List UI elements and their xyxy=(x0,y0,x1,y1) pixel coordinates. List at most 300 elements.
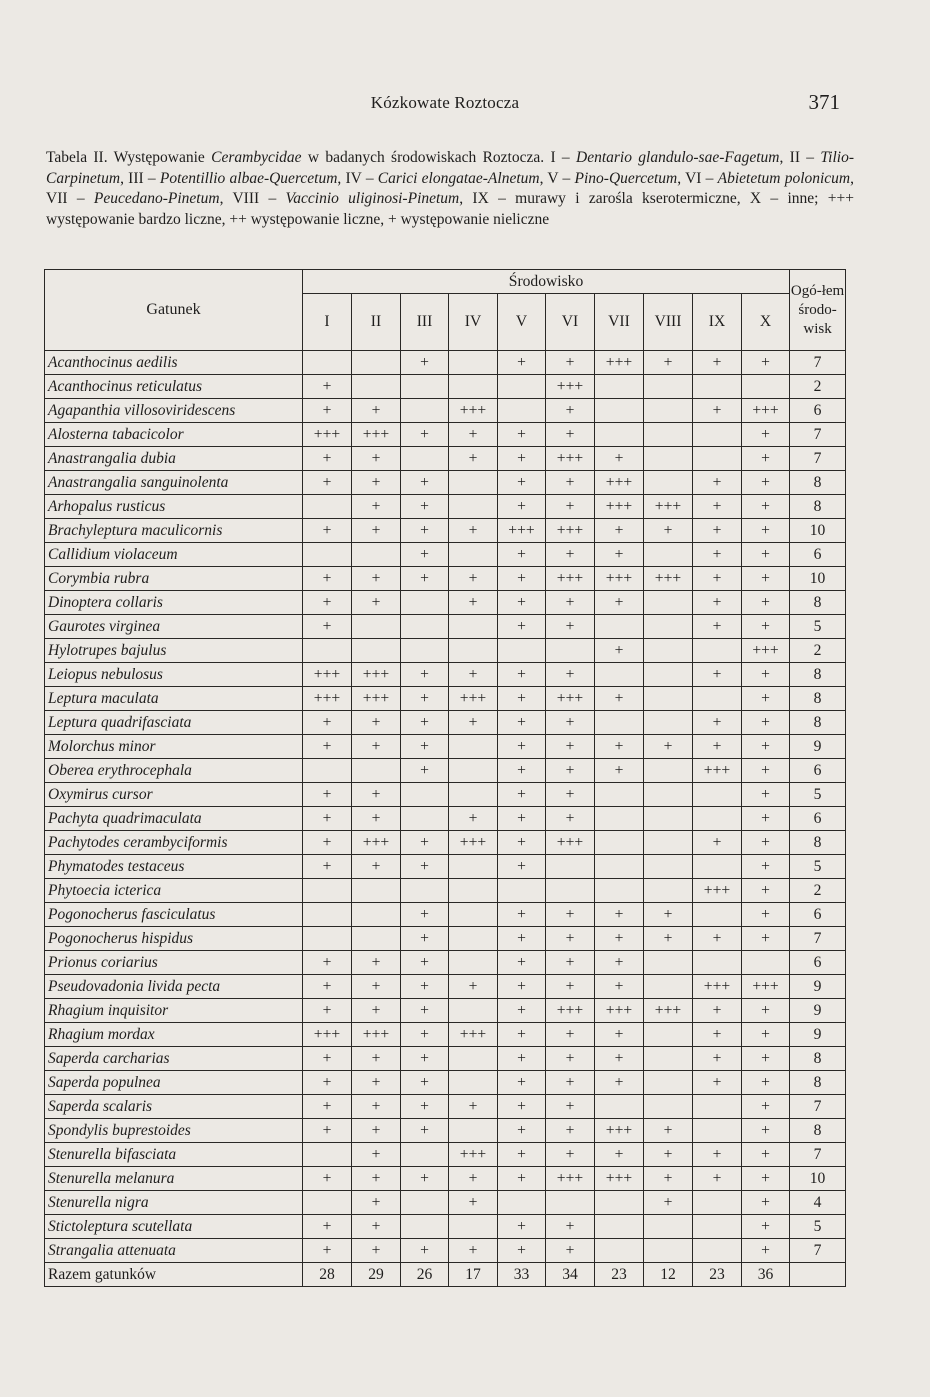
occurrence-cell xyxy=(644,1215,693,1239)
occurrence-cell xyxy=(644,1023,693,1047)
occurrence-cell: + xyxy=(546,1119,595,1143)
occurrence-cell xyxy=(449,951,498,975)
species-name: Oxymirus cursor xyxy=(45,783,303,807)
occurrence-cell: + xyxy=(498,1119,546,1143)
occurrence-cell: +++ xyxy=(546,1167,595,1191)
species-name: Rhagium inquisitor xyxy=(45,999,303,1023)
occurrence-cell xyxy=(644,447,693,471)
habitat-count-cell: 8 xyxy=(790,831,846,855)
caption-habitat-8: Vaccinio uliginosi-Pinetum xyxy=(285,190,460,207)
species-count-cell: 23 xyxy=(595,1263,644,1287)
occurrence-cell: + xyxy=(644,1191,693,1215)
habitat-count-cell: 10 xyxy=(790,519,846,543)
occurrence-cell xyxy=(595,1095,644,1119)
table-row xyxy=(45,519,846,543)
species-count-cell: 33 xyxy=(498,1263,546,1287)
occurrence-cell: + xyxy=(742,1239,790,1263)
occurrence-cell: + xyxy=(742,471,790,495)
occurrence-cell: +++ xyxy=(595,567,644,591)
occurrence-cell xyxy=(498,879,546,903)
occurrence-cell: +++ xyxy=(546,375,595,399)
table-row xyxy=(45,1215,846,1239)
occurrence-cell xyxy=(401,399,449,423)
occurrence-cell: + xyxy=(498,1143,546,1167)
occurrence-cell: + xyxy=(449,975,498,999)
occurrence-cell xyxy=(595,1239,644,1263)
caption-sep: , III – xyxy=(120,169,160,187)
column-header-env: I xyxy=(303,294,352,351)
occurrence-cell: + xyxy=(303,855,352,879)
occurrence-cell: +++ xyxy=(449,399,498,423)
occurrence-cell: + xyxy=(498,711,546,735)
caption-intro: Tabela II. Występowanie xyxy=(46,149,212,166)
table-row xyxy=(45,975,846,999)
occurrence-cell: + xyxy=(352,951,401,975)
table-row xyxy=(45,447,846,471)
occurrence-cell: + xyxy=(742,759,790,783)
occurrence-cell: + xyxy=(498,999,546,1023)
column-header-env: IV xyxy=(449,294,498,351)
occurrence-cell xyxy=(401,615,449,639)
species-name: Arhopalus rusticus xyxy=(45,495,303,519)
occurrence-cell: + xyxy=(742,495,790,519)
occurrence-cell xyxy=(303,495,352,519)
occurrence-cell xyxy=(644,975,693,999)
table-row xyxy=(45,495,846,519)
species-count-cell: 36 xyxy=(742,1263,790,1287)
table-row xyxy=(45,639,846,663)
caption-habitat-3: Potentillio albae-Quercetum xyxy=(159,169,338,187)
occurrence-cell: + xyxy=(546,903,595,927)
occurrence-cell: + xyxy=(595,543,644,567)
occurrence-cell: + xyxy=(352,519,401,543)
occurrence-cell: + xyxy=(352,711,401,735)
occurrence-cell: + xyxy=(449,567,498,591)
occurrence-cell: + xyxy=(401,855,449,879)
occurrence-cell xyxy=(644,783,693,807)
occurrence-cell: +++ xyxy=(352,687,401,711)
occurrence-cell xyxy=(401,879,449,903)
occurrence-cell: + xyxy=(449,591,498,615)
occurrence-cell xyxy=(546,855,595,879)
occurrence-cell: +++ xyxy=(303,423,352,447)
occurrence-cell xyxy=(303,543,352,567)
occurrence-cell: +++ xyxy=(449,687,498,711)
occurrence-cell xyxy=(449,1071,498,1095)
caption-habitat-2: Tilio-Carpinetum xyxy=(46,149,854,187)
occurrence-cell: + xyxy=(449,1239,498,1263)
table-row xyxy=(45,351,846,375)
occurrence-cell xyxy=(595,1215,644,1239)
caption-sep: , VII – xyxy=(46,169,855,207)
occurrence-cell xyxy=(498,1191,546,1215)
occurrence-cell: + xyxy=(644,1167,693,1191)
occurrence-cell xyxy=(303,759,352,783)
habitat-count-cell: 6 xyxy=(790,543,846,567)
caption-sep: , VIII – xyxy=(219,190,286,207)
occurrence-cell: + xyxy=(498,495,546,519)
occurrence-cell xyxy=(449,735,498,759)
occurrence-cell: + xyxy=(546,1215,595,1239)
column-header-species: Gatunek xyxy=(45,270,303,351)
occurrence-cell: +++ xyxy=(498,519,546,543)
species-name: Saperda carcharias xyxy=(45,1047,303,1071)
table-row xyxy=(45,471,846,495)
species-count-cell: 28 xyxy=(303,1263,352,1287)
table-row xyxy=(45,1119,846,1143)
occurrence-cell: + xyxy=(546,1239,595,1263)
table-row xyxy=(45,1239,846,1263)
occurrence-cell: +++ xyxy=(546,567,595,591)
occurrence-cell xyxy=(693,1191,742,1215)
occurrence-cell: + xyxy=(546,807,595,831)
species-name: Pogonocherus fasciculatus xyxy=(45,903,303,927)
occurrence-cell: + xyxy=(303,807,352,831)
occurrence-cell xyxy=(401,447,449,471)
column-header-total: Ogó-łem środo-wisk xyxy=(790,270,846,351)
occurrence-cell: + xyxy=(401,423,449,447)
occurrence-cell: + xyxy=(352,975,401,999)
occurrence-cell: + xyxy=(742,783,790,807)
occurrence-cell: + xyxy=(693,711,742,735)
occurrence-cell xyxy=(595,375,644,399)
occurrence-cell: +++ xyxy=(303,663,352,687)
occurrence-cell: + xyxy=(498,351,546,375)
species-name: Saperda scalaris xyxy=(45,1095,303,1119)
species-name: Acanthocinus reticulatus xyxy=(45,375,303,399)
occurrence-cell: + xyxy=(352,399,401,423)
occurrence-cell: + xyxy=(595,687,644,711)
table-row xyxy=(45,1023,846,1047)
occurrence-cell: +++ xyxy=(644,567,693,591)
occurrence-cell: + xyxy=(693,927,742,951)
occurrence-cell: + xyxy=(401,735,449,759)
occurrence-cell: + xyxy=(449,423,498,447)
occurrence-cell xyxy=(693,903,742,927)
occurrence-cell: + xyxy=(303,999,352,1023)
occurrence-cell xyxy=(401,639,449,663)
occurrence-cell: + xyxy=(303,1215,352,1239)
habitat-count-cell: 7 xyxy=(790,1095,846,1119)
occurrence-cell xyxy=(595,1191,644,1215)
occurrence-cell xyxy=(644,639,693,663)
occurrence-cell xyxy=(498,375,546,399)
occurrence-cell xyxy=(595,855,644,879)
occurrence-cell: +++ xyxy=(595,1167,644,1191)
occurrence-cell xyxy=(303,927,352,951)
species-name: Corymbia rubra xyxy=(45,567,303,591)
occurrence-cell: + xyxy=(546,975,595,999)
species-name: Gaurotes virginea xyxy=(45,615,303,639)
occurrence-cell: + xyxy=(352,999,401,1023)
habitat-count-cell: 10 xyxy=(790,1167,846,1191)
occurrence-cell xyxy=(303,1191,352,1215)
occurrence-cell: + xyxy=(546,735,595,759)
occurrence-cell xyxy=(303,639,352,663)
occurrence-cell: + xyxy=(401,471,449,495)
occurrence-cell: + xyxy=(303,951,352,975)
occurrence-cell: +++ xyxy=(449,831,498,855)
occurrence-cell: + xyxy=(303,1167,352,1191)
occurrence-cell: + xyxy=(401,543,449,567)
occurrence-cell xyxy=(449,1215,498,1239)
occurrence-cell xyxy=(498,399,546,423)
occurrence-cell: + xyxy=(742,663,790,687)
habitat-count-cell: 4 xyxy=(790,1191,846,1215)
habitat-count-cell: 9 xyxy=(790,975,846,999)
column-header-env: V xyxy=(498,294,546,351)
species-name: Stenurella bifasciata xyxy=(45,1143,303,1167)
occurrence-cell: + xyxy=(303,567,352,591)
occurrence-cell: + xyxy=(742,447,790,471)
occurrence-cell: + xyxy=(546,927,595,951)
occurrence-cell: +++ xyxy=(352,663,401,687)
occurrence-cell xyxy=(401,591,449,615)
occurrence-cell: + xyxy=(742,591,790,615)
totals-row xyxy=(45,1263,846,1287)
occurrence-cell: + xyxy=(498,423,546,447)
occurrence-cell xyxy=(644,423,693,447)
occurrence-cell: + xyxy=(546,423,595,447)
caption-sep: , V – xyxy=(539,169,575,187)
occurrence-cell: + xyxy=(498,807,546,831)
occurrence-cell: + xyxy=(546,783,595,807)
species-count-cell: 34 xyxy=(546,1263,595,1287)
occurrence-cell: + xyxy=(595,975,644,999)
table-row xyxy=(45,999,846,1023)
occurrence-cell xyxy=(595,423,644,447)
column-header-env: VI xyxy=(546,294,595,351)
occurrence-cell: + xyxy=(693,591,742,615)
table-row xyxy=(45,1047,846,1071)
occurrence-cell: + xyxy=(401,687,449,711)
occurrence-cell xyxy=(644,687,693,711)
occurrence-cell: +++ xyxy=(742,639,790,663)
species-name: Spondylis buprestoides xyxy=(45,1119,303,1143)
habitat-count-cell: 7 xyxy=(790,351,846,375)
occurrence-cell: + xyxy=(742,855,790,879)
occurrence-cell xyxy=(352,639,401,663)
occurrence-cell: + xyxy=(401,1023,449,1047)
occurrence-cell: + xyxy=(742,927,790,951)
habitat-count-cell: 7 xyxy=(790,1143,846,1167)
occurrence-cell: + xyxy=(401,831,449,855)
occurrence-cell: +++ xyxy=(595,351,644,375)
occurrence-cell: + xyxy=(546,1047,595,1071)
table-row xyxy=(45,1095,846,1119)
occurrence-cell: + xyxy=(498,783,546,807)
species-name: Pachyta quadrimaculata xyxy=(45,807,303,831)
occurrence-cell: + xyxy=(401,663,449,687)
occurrence-cell: + xyxy=(742,1047,790,1071)
page-number: 371 xyxy=(808,90,840,114)
occurrence-cell: + xyxy=(693,735,742,759)
occurrence-cell: + xyxy=(546,1095,595,1119)
occurrence-cell: + xyxy=(303,519,352,543)
occurrence-cell: + xyxy=(595,1143,644,1167)
species-name: Agapanthia villosoviridescens xyxy=(45,399,303,423)
occurrence-cell: + xyxy=(352,735,401,759)
occurrence-cell xyxy=(644,1239,693,1263)
occurrence-cell: + xyxy=(595,447,644,471)
occurrence-cell: + xyxy=(401,711,449,735)
occurrence-cell: + xyxy=(595,639,644,663)
occurrence-cell: + xyxy=(401,999,449,1023)
occurrence-cell xyxy=(449,615,498,639)
occurrence-cell xyxy=(401,1143,449,1167)
occurrence-cell: + xyxy=(742,1143,790,1167)
caption-habitat-1: Dentario glandulo-sae-Fagetum xyxy=(576,149,780,166)
table-row xyxy=(45,1167,846,1191)
habitat-count-cell: 2 xyxy=(790,375,846,399)
occurrence-cell: + xyxy=(303,783,352,807)
occurrence-cell: + xyxy=(303,615,352,639)
occurrence-cell xyxy=(644,879,693,903)
occurrence-cell: + xyxy=(498,663,546,687)
occurrence-cell: + xyxy=(742,615,790,639)
caption-habitat-6: Abietetum polonicum xyxy=(717,169,851,187)
table-row xyxy=(45,783,846,807)
occurrence-cell: + xyxy=(693,1023,742,1047)
occurrence-cell: + xyxy=(693,471,742,495)
occurrence-cell xyxy=(644,615,693,639)
occurrence-cell: + xyxy=(742,519,790,543)
occurrence-cell: + xyxy=(546,1071,595,1095)
habitat-count-cell: 9 xyxy=(790,999,846,1023)
occurrence-cell: + xyxy=(546,663,595,687)
species-name: Pogonocherus hispidus xyxy=(45,927,303,951)
species-name: Callidium violaceum xyxy=(45,543,303,567)
occurrence-cell: + xyxy=(352,855,401,879)
occurrence-cell: + xyxy=(352,807,401,831)
occurrence-cell: + xyxy=(401,1119,449,1143)
occurrence-cell: + xyxy=(498,903,546,927)
habitat-count-cell: 10 xyxy=(790,567,846,591)
occurrence-cell: +++ xyxy=(546,831,595,855)
occurrence-cell: + xyxy=(546,951,595,975)
occurrence-cell xyxy=(644,855,693,879)
occurrence-cell: +++ xyxy=(595,495,644,519)
occurrence-cell xyxy=(546,1191,595,1215)
occurrence-cell: + xyxy=(401,951,449,975)
occurrence-cell: +++ xyxy=(595,999,644,1023)
caption-sep: , IV – xyxy=(337,169,378,187)
occurrence-cell: +++ xyxy=(303,687,352,711)
occurrence-cell: + xyxy=(352,1191,401,1215)
table-row xyxy=(45,687,846,711)
table-row xyxy=(45,1191,846,1215)
occurrence-cell: + xyxy=(352,783,401,807)
occurrence-cell xyxy=(595,615,644,639)
occurrence-cell: + xyxy=(401,759,449,783)
occurrence-cell: +++ xyxy=(546,999,595,1023)
occurrence-cell: + xyxy=(352,1119,401,1143)
occurrence-cell xyxy=(449,1047,498,1071)
species-name: Stictoleptura scutellata xyxy=(45,1215,303,1239)
occurrence-cell: + xyxy=(449,447,498,471)
occurrence-cell xyxy=(546,639,595,663)
caption-habitat-4: Carici elongatae-Alnetum xyxy=(377,169,540,187)
table-row xyxy=(45,855,846,879)
occurrence-cell: + xyxy=(693,999,742,1023)
occurrence-cell: +++ xyxy=(352,831,401,855)
occurrence-cell: + xyxy=(498,591,546,615)
occurrence-cell: + xyxy=(303,399,352,423)
occurrence-cell: + xyxy=(352,1071,401,1095)
occurrence-cell: +++ xyxy=(693,879,742,903)
table-row xyxy=(45,879,846,903)
species-name: Dinoptera collaris xyxy=(45,591,303,615)
occurrence-cell: + xyxy=(401,1239,449,1263)
species-name: Strangalia attenuata xyxy=(45,1239,303,1263)
occurrence-cell: + xyxy=(352,1095,401,1119)
column-header-env: II xyxy=(352,294,401,351)
occurrence-cell xyxy=(352,903,401,927)
occurrence-cell: + xyxy=(595,735,644,759)
occurrence-cell: + xyxy=(401,1071,449,1095)
occurrence-cell xyxy=(644,375,693,399)
occurrence-cell: + xyxy=(546,615,595,639)
occurrence-cell: + xyxy=(498,687,546,711)
occurrence-cell xyxy=(352,351,401,375)
occurrence-cell: + xyxy=(303,1119,352,1143)
species-name: Alosterna tabacicolor xyxy=(45,423,303,447)
occurrence-cell: + xyxy=(449,1191,498,1215)
occurrence-cell xyxy=(401,375,449,399)
occurrence-cell: + xyxy=(449,1167,498,1191)
occurrence-cell xyxy=(693,375,742,399)
occurrence-cell xyxy=(352,927,401,951)
species-name: Leiopus nebulosus xyxy=(45,663,303,687)
occurrence-cell: + xyxy=(742,1119,790,1143)
occurrence-cell: + xyxy=(498,1215,546,1239)
table-row xyxy=(45,951,846,975)
occurrence-cell: +++ xyxy=(595,471,644,495)
caption-sep: , VI – xyxy=(677,169,718,187)
table-row xyxy=(45,423,846,447)
occurrence-cell xyxy=(401,1215,449,1239)
occurrence-cell xyxy=(693,1119,742,1143)
occurrence-cell xyxy=(644,1095,693,1119)
occurrence-cell xyxy=(352,759,401,783)
occurrence-cell: + xyxy=(693,831,742,855)
occurrence-cell: + xyxy=(401,903,449,927)
occurrence-cell: + xyxy=(498,1047,546,1071)
occurrence-cell: + xyxy=(693,351,742,375)
occurrence-cell: + xyxy=(546,495,595,519)
occurrence-cell xyxy=(449,999,498,1023)
occurrence-cell xyxy=(498,639,546,663)
occurrence-cell xyxy=(401,807,449,831)
table-row xyxy=(45,735,846,759)
occurrence-cell: + xyxy=(595,759,644,783)
occurrence-cell: + xyxy=(742,1167,790,1191)
occurrence-cell xyxy=(595,831,644,855)
occurrence-cell: + xyxy=(742,423,790,447)
occurrence-cell xyxy=(352,879,401,903)
occurrence-cell: + xyxy=(352,591,401,615)
caption-sep: , II – xyxy=(779,149,821,166)
occurrence-cell: + xyxy=(498,759,546,783)
occurrence-cell: +++ xyxy=(352,1023,401,1047)
species-name: Hylotrupes bajulus xyxy=(45,639,303,663)
column-header-env: VII xyxy=(595,294,644,351)
occurrence-cell: + xyxy=(742,567,790,591)
table-row xyxy=(45,663,846,687)
occurrence-cell xyxy=(644,591,693,615)
occurrence-cell: + xyxy=(352,495,401,519)
occurrence-table xyxy=(44,269,846,1287)
